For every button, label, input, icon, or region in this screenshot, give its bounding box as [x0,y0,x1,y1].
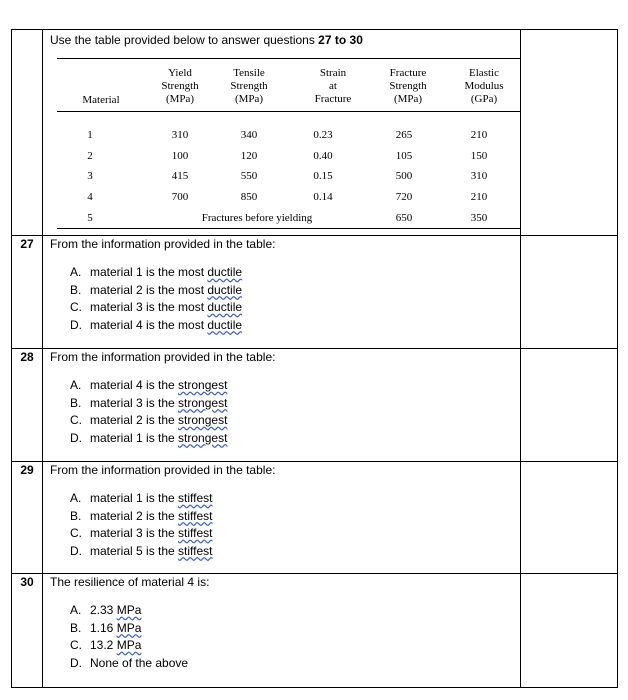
option-keyword: MPa [116,638,142,652]
table-header [219,67,279,106]
row-divider [12,461,617,462]
table-cell: 0.23 [313,129,333,141]
row-divider [12,235,617,236]
option-letter: C. [70,413,82,427]
table-bottom-rule [57,228,521,229]
option-text: material 2 is the [90,508,179,523]
table-cell: 720 [395,191,413,203]
answer-option [70,491,213,505]
table-header-line: Material [82,94,120,106]
table-header-rule [57,111,521,112]
table-header-line: Fracture [314,93,352,105]
table-cell: 500 [395,170,413,182]
table-header-line: Tensile [233,67,265,79]
question-number: 28 [20,350,34,364]
table-cell: 310 [171,129,189,141]
option-text: material 2 is the [90,413,179,427]
option-keyword: stiffest [178,508,213,523]
table-header [150,67,210,106]
option-keyword: strongest [178,395,228,410]
answer-option [70,431,227,445]
table-cell: 265 [395,129,413,141]
intro-text: Use the table provided below to answer questions 27 to 30 [50,33,363,47]
option-letter: D. [70,543,82,558]
table-header-line: Strength [230,80,268,92]
question-text: From the information provided in the table: [50,463,276,477]
option-text: material 4 is the most [90,317,208,332]
table-cell: 310 [470,170,488,182]
table-top-rule [57,58,521,59]
option-letter: A. [70,491,82,505]
option-letter: B. [70,395,82,410]
answer-option [70,656,188,670]
table-cell: 350 [470,212,488,224]
table-header-line: (MPa) [165,93,195,105]
table-header-line: Modulus [464,80,504,92]
option-letter: B. [70,282,82,297]
table-header-line: Yield [168,67,192,79]
table-cell: 650 [395,212,413,224]
table-cell: 120 [240,150,258,162]
table-cell: 0.40 [313,150,333,162]
table-cell: 700 [171,191,189,203]
question-text: From the information provided in the table: [50,237,276,251]
table-cell: 150 [470,150,488,162]
option-keyword: MPa [116,603,142,617]
table-header-line: (MPa) [234,93,264,105]
answer-option [70,638,141,652]
answer-option [70,396,227,410]
table-note: Fractures before yielding [201,212,313,224]
row-divider [12,348,617,349]
answer-column-divider [520,30,521,687]
option-keyword: strongest [178,413,228,427]
table-cell: 1 [87,129,93,141]
option-text: material 2 is the most [90,282,208,297]
option-keyword: strongest [178,430,228,445]
answer-option [70,300,242,314]
option-text: 2.33 [90,603,117,617]
option-text: material 3 is the [90,395,179,410]
table-header [71,94,131,107]
answer-option [70,378,227,392]
table-header-line: Strength [161,80,199,92]
table-cell: 3 [87,170,93,182]
question-number: 30 [20,575,34,589]
table-cell: 5 [87,212,93,224]
table-cell: 210 [470,129,488,141]
table-header-line: (GPa) [470,93,498,105]
option-letter: C. [70,638,82,652]
option-text: None of the above [90,655,189,670]
question-number: 29 [20,463,34,477]
option-text: material 3 is the [90,526,179,540]
table-cell: 100 [171,150,189,162]
question-number: 27 [20,237,34,251]
answer-option [70,265,242,279]
table-cell: 415 [171,170,189,182]
table-header-line: Strain [319,67,347,79]
option-letter: A. [70,265,82,279]
option-text: 13.2 [90,638,117,652]
table-header-line: Elastic [469,67,499,79]
answer-option [70,603,141,617]
option-keyword: MPa [116,620,142,635]
answer-option [70,283,242,297]
option-text: material 3 is the most [90,300,208,314]
table-cell: 0.14 [313,191,333,203]
table-cell: 0.15 [313,170,333,182]
table-header-line: Strength [389,80,427,92]
answer-option [70,413,227,427]
option-keyword: stiffest [178,543,213,558]
option-keyword: stiffest [178,491,213,505]
question-sheet [11,29,618,688]
option-keyword: stiffest [178,526,213,540]
number-column-divider [42,30,43,687]
answer-option [70,509,213,523]
table-header-line: (MPa) [393,93,423,105]
option-keyword: ductile [207,265,243,279]
table-header-line: at [329,80,337,92]
option-text: material 1 is the [90,491,179,505]
table-cell: 340 [240,129,258,141]
option-letter: D. [70,317,82,332]
option-letter: A. [70,378,82,392]
option-letter: B. [70,508,82,523]
answer-option [70,526,213,540]
table-header [454,67,514,106]
option-letter: B. [70,620,82,635]
question-text: The resilience of material 4 is: [50,575,210,589]
question-text: From the information provided in the table: [50,350,276,364]
option-keyword: ductile [207,282,243,297]
option-keyword: ductile [207,300,243,314]
option-text: 1.16 [90,620,117,635]
option-letter: D. [70,655,82,670]
table-cell: 850 [240,191,258,203]
table-cell: 105 [395,150,413,162]
table-header [303,67,363,106]
option-keyword: strongest [178,378,228,392]
option-letter: D. [70,430,82,445]
answer-option [70,318,242,332]
table-cell: 550 [240,170,258,182]
option-text: material 5 is the [90,543,179,558]
option-text: material 1 is the most [90,265,208,279]
table-header-line: Fracture [389,67,427,79]
option-letter: A. [70,603,82,617]
option-letter: C. [70,526,82,540]
option-text: material 4 is the [90,378,179,392]
option-letter: C. [70,300,82,314]
row-divider [12,573,617,574]
table-cell: 2 [87,150,93,162]
option-text: material 1 is the [90,430,179,445]
table-header [378,67,438,106]
table-cell: 210 [470,191,488,203]
option-keyword: ductile [207,317,243,332]
table-cell: 4 [87,191,93,203]
answer-option [70,621,141,635]
answer-option [70,544,213,558]
